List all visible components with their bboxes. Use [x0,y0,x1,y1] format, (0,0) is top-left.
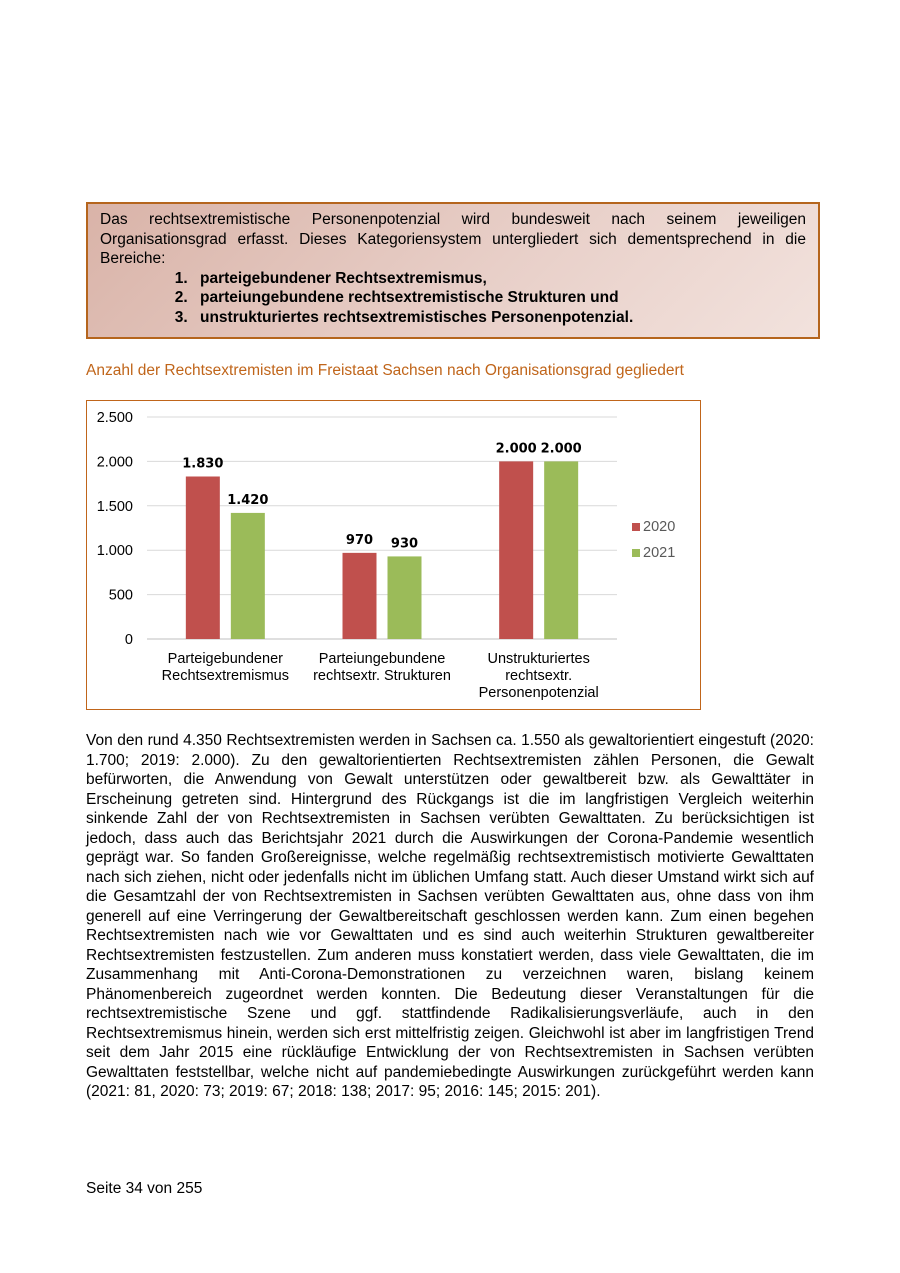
bar-chart [86,400,701,710]
info-box-intro: Das rechtsextremistische Personenpotenzial wird bundesweit nach seinem jeweiligen Organisationsgrad erfasst. Dieses Kategoriensystem untergliedert sich dementsprechend in die Bereiche: [100,211,806,267]
data-label: 2.000 [540,441,582,457]
y-tick-label: 2.000 [96,454,133,471]
legend-label-2020: 2020 [643,519,676,535]
data-label: 1.830 [182,456,224,472]
legend-swatch-2021 [632,549,640,557]
category-item: 3. unstrukturiertes rechtsextremistisches Personenpotenzial. [192,308,806,328]
data-label: 970 [345,532,374,548]
info-box [86,202,820,339]
chart-plot [87,401,700,709]
bar-2021 [388,556,422,639]
data-label: 1.420 [227,492,269,508]
bar-2020 [343,553,377,639]
y-tick-label: 1.500 [96,498,133,515]
category-item: 1. parteigebundener Rechtsextremismus, [192,269,806,289]
category-item: 2. parteiungebundene rechtsextremistische Strukturen und [192,288,806,308]
bar-2020 [499,461,533,639]
chart-title: Anzahl der Rechtsextremisten im Freistaat Sachsen nach Organisationsgrad gegliedert [86,362,684,379]
legend-swatch-2020 [632,523,640,531]
legend-label-2021: 2021 [643,545,676,561]
y-tick-label: 2.500 [96,410,133,426]
category-list [100,269,806,328]
x-tick-label: rechtsextr. [505,668,573,684]
legend-item-2020 [632,514,675,540]
x-tick-label: Parteiungebundene [318,651,446,667]
y-tick-label: 500 [108,587,133,604]
bar-2021 [544,461,578,639]
data-label: 930 [390,536,419,552]
bar-2021 [231,513,265,639]
x-tick-label: Personenpotenzial [478,685,599,701]
x-tick-label: Unstrukturiertes [487,651,590,667]
page-number: Seite 34 von 255 [86,1180,203,1197]
y-tick-label: 0 [124,632,133,648]
x-tick-label: Rechtsextremismus [161,668,289,684]
chart-legend [632,514,675,566]
body-paragraph: Von den rund 4.350 Rechtsextremisten werden in Sachsen ca. 1.550 als gewaltorientiert eingestuft (2020: 1.700; 2019: 2.000). Zu den gewaltorientierten Rechtsextremisten zählen Personen, die Gewalt befürworten, die Anwendung von Gewalt unterstützen oder gewaltbereit bzw. als Gewalttäter in Erscheinung getreten sind. Hintergrund des Rückgangs ist die im langfristigen Vergleich weiterhin sinkende Zahl der von Rechtsextremisten in Sachsen verübten Gewalttaten. Zu berücksichtigen ist jedoch, dass auch das Berichtsjahr 2021 durch die Auswirkungen der Corona-Pandemie wesentlich geprägt war. So fanden Großereignisse, welche regelmäßig rechtsextremistisch motivierte Gewalttaten nach sich ziehen, nicht oder jedenfalls nicht im üblichen Umfang statt. Auch dieser Umstand wirkt sich auf die Gesamtzahl der von Rechtsextremisten in Sachsen verübten Gewalttaten aus, ohne dass von ihm generell auf eine Verringerung der Gewaltbereitschaft geschlossen werden kann. Zum einen begehen Rechtsextremisten nach wie vor Gewalttaten und es sind auch weiterhin Strukturen gewaltbereiter Rechtsextremisten festzustellen. Zum anderen muss konstatiert werden, dass viele Gewalttaten, die im Zusammenhang mit Anti-Corona-Demonstrationen zu verzeichnen waren, bislang keinem Phänomenbereich zugeordnet werden konnten. Die Bedeutung dieser Veranstaltungen für die rechtsextremistische Szene und ggf. stattfindende Radikalisierungsverläufe, auch in den Rechtsextremismus hinein, werden sich erst mittelfristig zeigen. Gleichwohl ist aber im langfristigen Trend seit dem Jahr 2015 eine rückläufige Entwicklung der von Rechtsextremisten in Sachsen verübten Gewalttaten feststellbar, welche nicht auf pandemiebedingte Auswirkungen zurückgeführt werden kann (2021: 81, 2020: 73; 2019: 67; 2018: 138; 2017: 95; 2016: 145; 2015: 201). [86,732,814,1100]
legend-item-2021 [632,540,675,566]
data-label: 2.000 [495,441,537,457]
x-tick-label: rechtsextr. Strukturen [313,668,451,684]
x-tick-label: Parteigebundener [167,651,283,667]
y-tick-label: 1.000 [96,543,133,560]
bar-2020 [186,476,220,639]
